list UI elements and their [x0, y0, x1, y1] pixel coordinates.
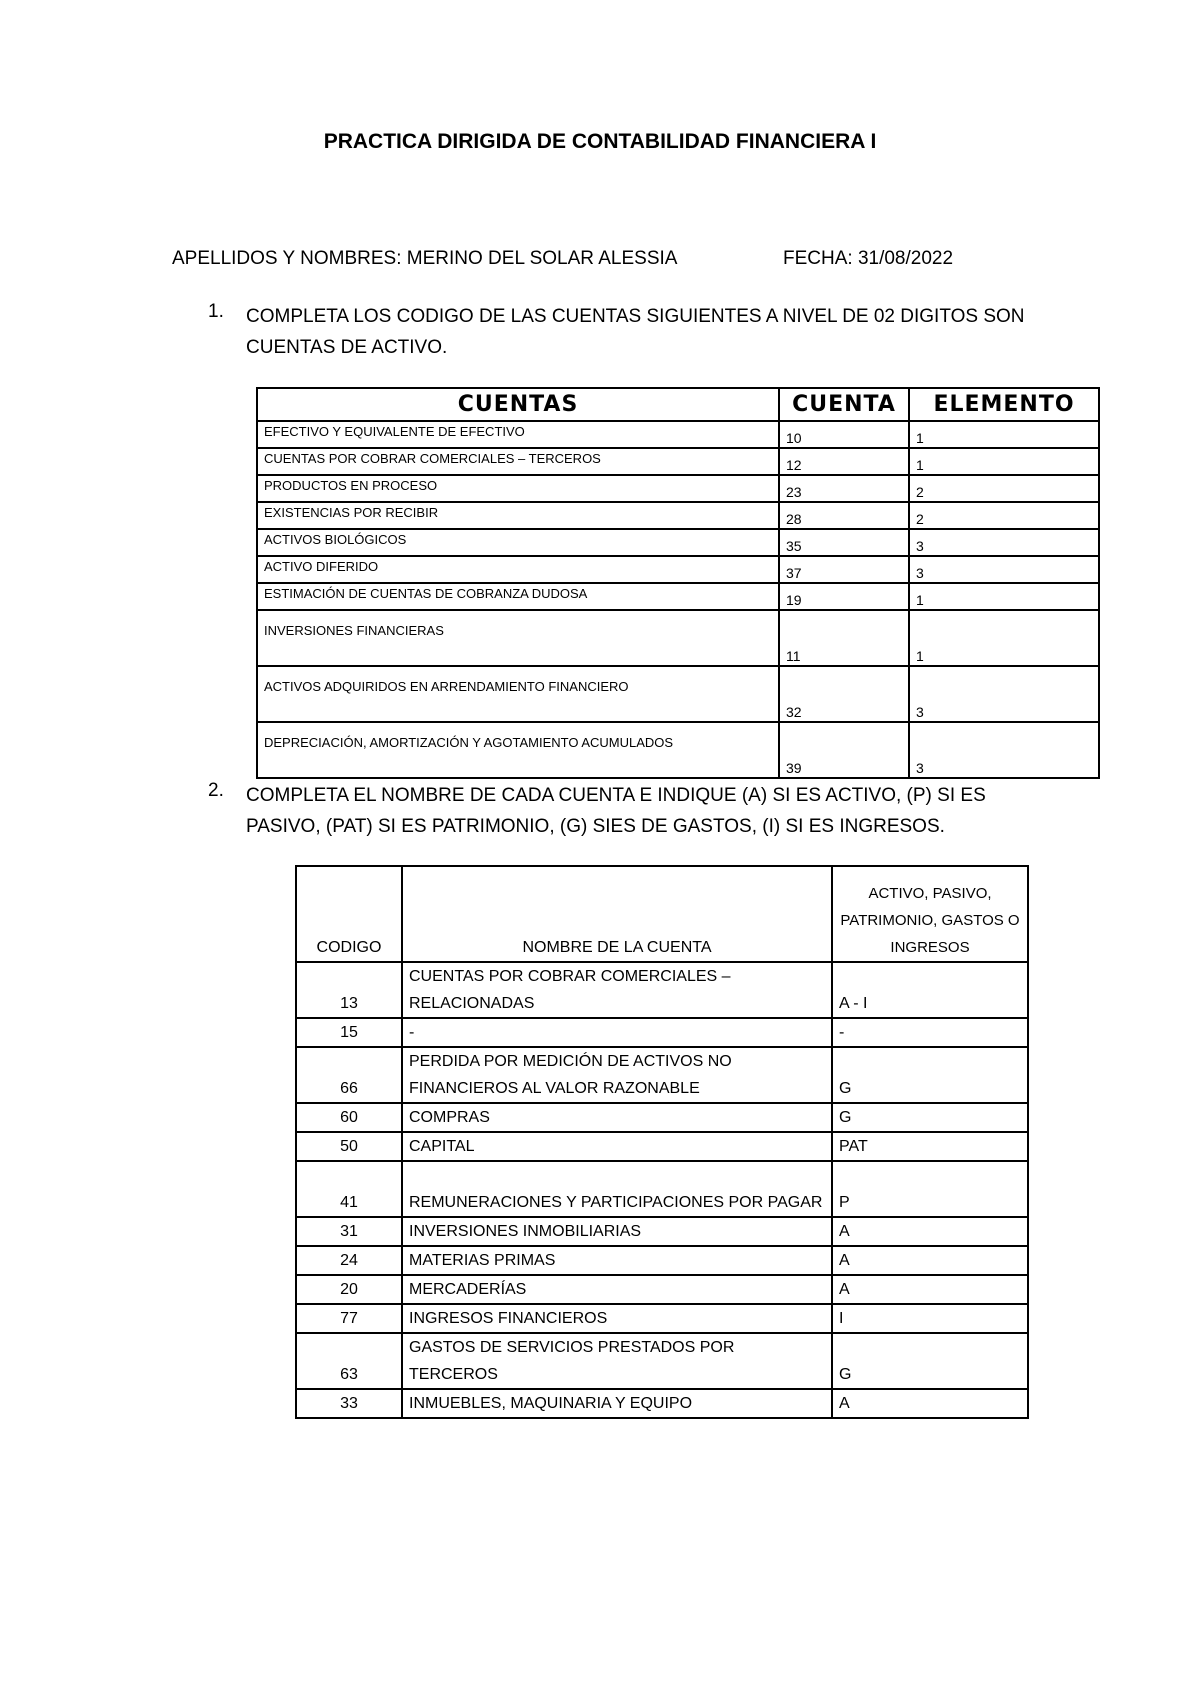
account-code: 35	[779, 529, 909, 556]
account-name: PRODUCTOS EN PROCESO	[257, 475, 779, 502]
row-type: A	[832, 1275, 1028, 1304]
question-1-number: 1.	[208, 301, 224, 322]
table-row	[257, 722, 1099, 778]
table-row	[257, 556, 1099, 583]
account-code: 10	[779, 421, 909, 448]
row-account-name: PERDIDA POR MEDICIÓN DE ACTIVOS NO FINANCIEROS AL VALOR RAZONABLE	[402, 1047, 832, 1103]
column-header-codigo: CODIGO	[296, 866, 402, 962]
row-code: 15	[296, 1018, 402, 1047]
account-element: 1	[909, 421, 1099, 448]
row-code: 31	[296, 1217, 402, 1246]
account-element: 1	[909, 610, 1099, 666]
table-row	[296, 962, 1028, 1018]
account-element: 2	[909, 475, 1099, 502]
table-row	[296, 1103, 1028, 1132]
row-type: A	[832, 1217, 1028, 1246]
row-account-name: MATERIAS PRIMAS	[402, 1246, 832, 1275]
table-row	[257, 421, 1099, 448]
account-element: 3	[909, 666, 1099, 722]
student-name: APELLIDOS Y NOMBRES: MERINO DEL SOLAR ALESSIA	[172, 248, 678, 269]
account-element: 1	[909, 583, 1099, 610]
table-row	[257, 475, 1099, 502]
table-row	[296, 1161, 1028, 1217]
row-code: 66	[296, 1047, 402, 1103]
table-header-row	[296, 866, 1028, 962]
table-row	[296, 1132, 1028, 1161]
table-row	[257, 666, 1099, 722]
row-code: 24	[296, 1246, 402, 1275]
row-code: 60	[296, 1103, 402, 1132]
row-code: 63	[296, 1333, 402, 1389]
row-type: I	[832, 1304, 1028, 1333]
account-name: EXISTENCIAS POR RECIBIR	[257, 502, 779, 529]
account-code: 23	[779, 475, 909, 502]
account-name: EFECTIVO Y EQUIVALENTE DE EFECTIVO	[257, 421, 779, 448]
table-row	[257, 502, 1099, 529]
row-type: G	[832, 1333, 1028, 1389]
table-row	[296, 1217, 1028, 1246]
row-type: PAT	[832, 1132, 1028, 1161]
row-account-name: REMUNERACIONES Y PARTICIPACIONES POR PAGAR	[402, 1161, 832, 1217]
account-element: 1	[909, 448, 1099, 475]
column-header-nombre: NOMBRE DE LA CUENTA	[402, 866, 832, 962]
question-2-text: COMPLETA EL NOMBRE DE CADA CUENTA E INDIQUE (A) SI ES ACTIVO, (P) SI ES PASIVO, (PAT) SI ES PATRIMONIO, (G) SIES DE GASTOS, (I) SI ES INGRESOS.	[246, 785, 986, 837]
row-code: 20	[296, 1275, 402, 1304]
table-row	[257, 448, 1099, 475]
row-code: 13	[296, 962, 402, 1018]
account-name: INVERSIONES FINANCIERAS	[257, 610, 779, 666]
row-account-name: CAPITAL	[402, 1132, 832, 1161]
row-type: G	[832, 1103, 1028, 1132]
column-header-cuenta: CUENTA	[779, 388, 909, 421]
row-code: 50	[296, 1132, 402, 1161]
question-1-text: COMPLETA LOS CODIGO DE LAS CUENTAS SIGUIENTES A NIVEL DE 02 DIGITOS SON CUENTAS DE ACTIVO.	[246, 306, 1025, 358]
account-name: CUENTAS POR COBRAR COMERCIALES – TERCEROS	[257, 448, 779, 475]
account-element: 3	[909, 722, 1099, 778]
account-code: 39	[779, 722, 909, 778]
column-header-elemento: ELEMENTO	[909, 388, 1099, 421]
account-name: ACTIVOS BIOLÓGICOS	[257, 529, 779, 556]
question-2-number: 2.	[208, 780, 224, 801]
table-header-row	[257, 388, 1099, 421]
table-row	[296, 1246, 1028, 1275]
table-row	[296, 1304, 1028, 1333]
table-row	[296, 1333, 1028, 1389]
row-account-name: INGRESOS FINANCIEROS	[402, 1304, 832, 1333]
account-code: 19	[779, 583, 909, 610]
table-row	[296, 1389, 1028, 1418]
row-account-name: CUENTAS POR COBRAR COMERCIALES – RELACIONADAS	[402, 962, 832, 1018]
row-account-name: INMUEBLES, MAQUINARIA Y EQUIPO	[402, 1389, 832, 1418]
row-type: A	[832, 1389, 1028, 1418]
account-element: 3	[909, 556, 1099, 583]
account-name: ESTIMACIÓN DE CUENTAS DE COBRANZA DUDOSA	[257, 583, 779, 610]
account-code: 37	[779, 556, 909, 583]
account-name: ACTIVOS ADQUIRIDOS EN ARRENDAMIENTO FINANCIERO	[257, 666, 779, 722]
table-row	[296, 1047, 1028, 1103]
row-type: A - I	[832, 962, 1028, 1018]
row-account-name: GASTOS DE SERVICIOS PRESTADOS POR TERCEROS	[402, 1333, 832, 1389]
row-type: A	[832, 1246, 1028, 1275]
row-type: G	[832, 1047, 1028, 1103]
account-code: 32	[779, 666, 909, 722]
row-code: 33	[296, 1389, 402, 1418]
row-type: -	[832, 1018, 1028, 1047]
row-account-name: COMPRAS	[402, 1103, 832, 1132]
table-row	[257, 529, 1099, 556]
account-name: DEPRECIACIÓN, AMORTIZACIÓN Y AGOTAMIENTO ACUMULADOS	[257, 722, 779, 778]
row-type: P	[832, 1161, 1028, 1217]
table-row	[296, 1018, 1028, 1047]
account-element: 2	[909, 502, 1099, 529]
row-code: 41	[296, 1161, 402, 1217]
account-code: 12	[779, 448, 909, 475]
table-row	[257, 610, 1099, 666]
page-title: PRACTICA DIRIGIDA DE CONTABILIDAD FINANCIERA I	[323, 130, 877, 153]
account-code: 11	[779, 610, 909, 666]
row-account-name: -	[402, 1018, 832, 1047]
account-name: ACTIVO DIFERIDO	[257, 556, 779, 583]
row-code: 77	[296, 1304, 402, 1333]
account-element: 3	[909, 529, 1099, 556]
column-header-tipo: ACTIVO, PASIVO, PATRIMONIO, GASTOS O INGRESOS	[832, 866, 1028, 962]
row-account-name: INVERSIONES INMOBILIARIAS	[402, 1217, 832, 1246]
table-row	[296, 1275, 1028, 1304]
classification-table	[295, 865, 1029, 1419]
table-row	[257, 583, 1099, 610]
account-code: 28	[779, 502, 909, 529]
row-account-name: MERCADERÍAS	[402, 1275, 832, 1304]
column-header-cuentas: CUENTAS	[257, 388, 779, 421]
date-label: FECHA: 31/08/2022	[783, 248, 954, 269]
accounts-table	[256, 387, 1100, 779]
